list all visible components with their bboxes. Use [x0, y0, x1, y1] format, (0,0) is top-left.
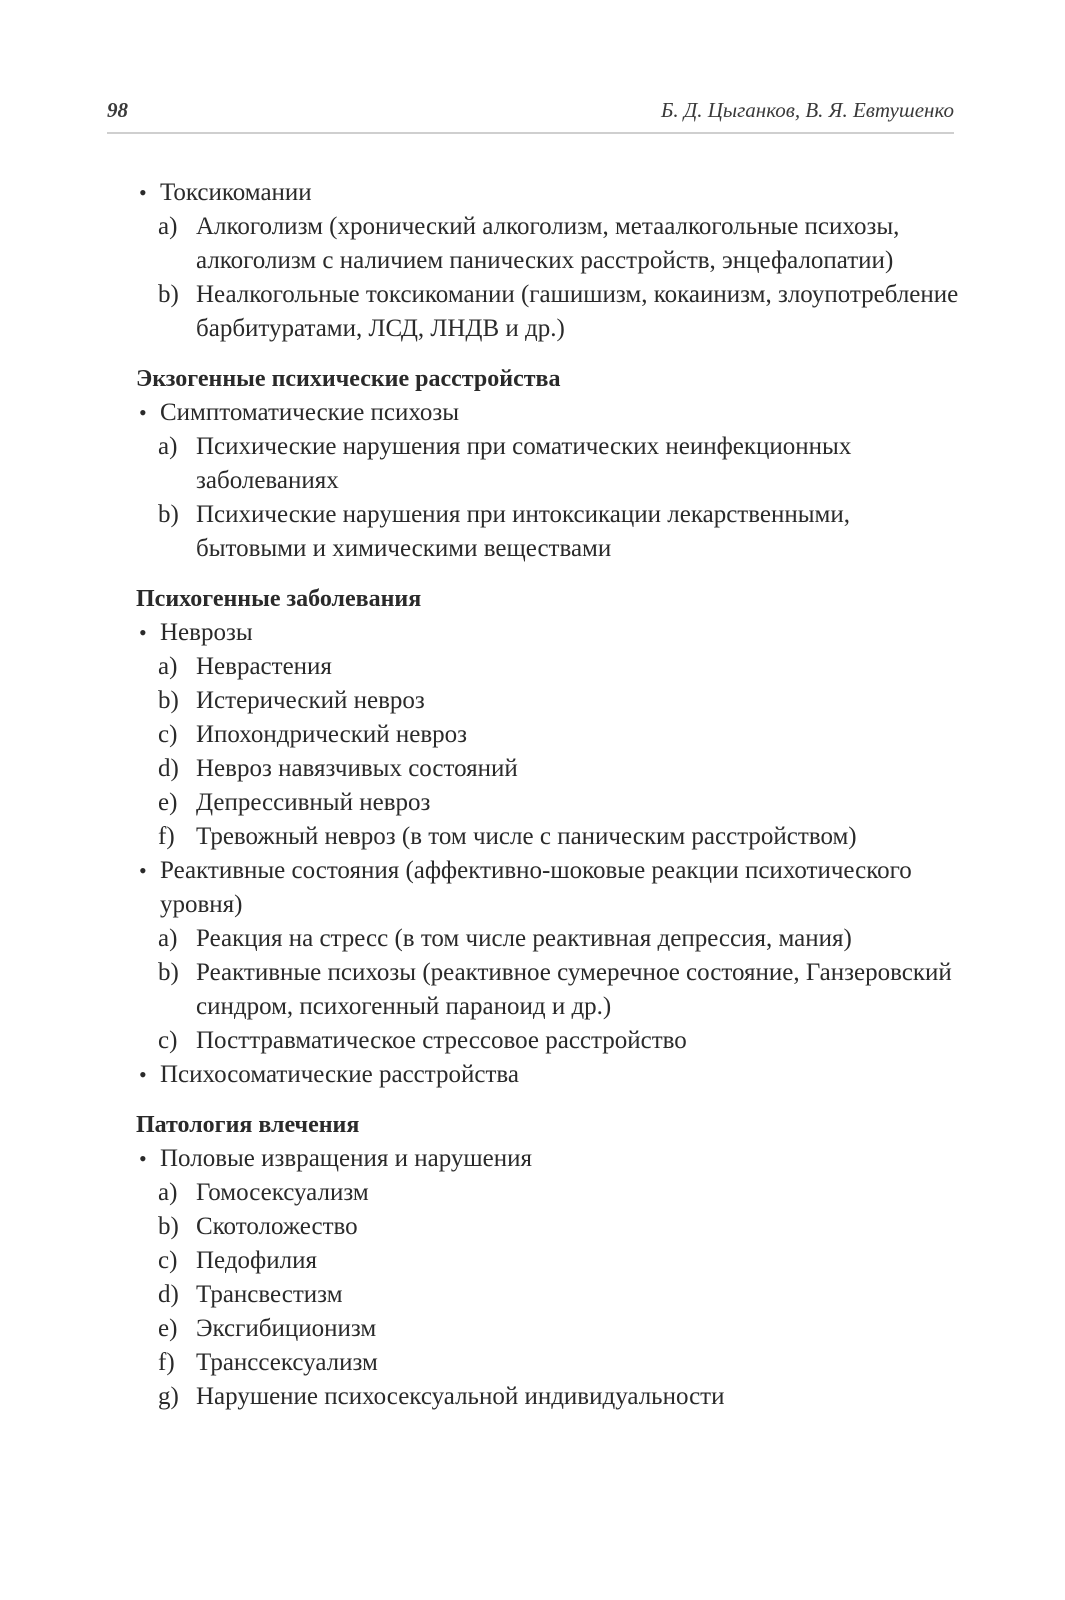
sub-item-text: Реактивные психозы (реактивное сумеречное состояние, Ганзеровский синдром, психогенный параноид и др.) — [196, 959, 952, 1020]
section — [136, 1108, 966, 1414]
sub-item-text: Педофилия — [196, 1247, 317, 1274]
section — [136, 582, 966, 1092]
bullet-icon: • — [139, 858, 147, 883]
sub-item-marker: b) — [158, 687, 179, 714]
bullet-icon: • — [139, 1062, 147, 1087]
bullet-item — [136, 176, 966, 210]
section-heading: Патология влечения — [136, 1112, 360, 1138]
page-number: 98 — [107, 98, 128, 122]
sub-item-text: Эксгибиционизм — [196, 1315, 377, 1342]
bullet-text: Неврозы — [160, 619, 253, 646]
sub-item-text: Трансвестизм — [196, 1281, 343, 1308]
sub-item — [136, 1244, 966, 1278]
sub-item-marker: a) — [158, 433, 178, 460]
sub-item-text: Реакция на стресс (в том числе реактивная депрессия, мания) — [196, 925, 852, 952]
bullet-text: Симптоматические психозы — [160, 399, 460, 426]
sub-item — [136, 1024, 966, 1058]
sub-item-text: Транссексуализм — [196, 1349, 378, 1376]
section — [136, 176, 966, 346]
bullet-text: Половые извращения и нарушения — [160, 1145, 533, 1172]
sub-item-text: Ипохондрический невроз — [196, 721, 468, 748]
sub-item-text: Тревожный невроз (в том числе с паническим расстройством) — [196, 823, 857, 850]
sub-item-marker: a) — [158, 925, 178, 952]
sub-item-marker: c) — [158, 1027, 178, 1054]
sub-item — [136, 1176, 966, 1210]
running-header-authors: Б. Д. Цыганков, В. Я. Евтушенко — [660, 98, 954, 122]
bullet-item — [136, 1058, 966, 1092]
sub-item — [136, 752, 966, 786]
bullet-text: Психосоматические расстройства — [160, 1061, 519, 1088]
bullet-icon: • — [139, 180, 147, 205]
page-content — [136, 176, 966, 1430]
sub-item-marker: e) — [158, 789, 178, 816]
bullet-text: Реактивные состояния (аффективно-шоковые реакции психотического уровня) — [160, 857, 912, 918]
sub-item — [136, 210, 966, 278]
sub-item-marker: e) — [158, 1315, 178, 1342]
sub-item — [136, 1312, 966, 1346]
sub-item — [136, 1210, 966, 1244]
sub-item-marker: b) — [158, 281, 179, 308]
section — [136, 362, 966, 566]
sub-item — [136, 430, 966, 498]
sub-item — [136, 1278, 966, 1312]
sub-item-marker: c) — [158, 1247, 178, 1274]
sub-item — [136, 1346, 966, 1380]
section-heading: Экзогенные психические расстройства — [136, 366, 561, 392]
sub-item — [136, 650, 966, 684]
sub-item — [136, 718, 966, 752]
sub-item-text: Невроз навязчивых состояний — [196, 755, 518, 782]
bullet-item — [136, 616, 966, 650]
sub-item-text: Алкоголизм (хронический алкоголизм, метаалкогольные психозы, алкоголизм с наличием панических расстройств, энцефалопатии) — [196, 213, 900, 274]
sub-item-text: Неалкогольные токсикомании (гашишизм, кокаинизм, злоупотребление барбитуратами, ЛСД, ЛНДВ и др.) — [196, 281, 959, 342]
sub-item-marker: b) — [158, 959, 179, 986]
sub-item — [136, 1380, 966, 1414]
sub-item — [136, 922, 966, 956]
sub-item-marker: a) — [158, 213, 178, 240]
running-header — [107, 96, 954, 134]
bullet-item — [136, 854, 966, 922]
bullet-icon: • — [139, 400, 147, 425]
sub-item-text: Психические нарушения при соматических неинфекционных заболеваниях — [196, 433, 852, 494]
sub-item-marker: a) — [158, 1179, 178, 1206]
sub-item-text: Гомосексуализм — [196, 1179, 369, 1206]
bullet-icon: • — [139, 620, 147, 645]
bullet-item — [136, 1142, 966, 1176]
sub-item-text: Истерический невроз — [196, 687, 425, 714]
sub-item — [136, 498, 966, 566]
sub-item — [136, 956, 966, 1024]
sub-item-text: Скотоложество — [196, 1213, 358, 1240]
sub-item — [136, 786, 966, 820]
sub-item-marker: f) — [158, 1349, 175, 1376]
sub-item-marker: d) — [158, 1281, 179, 1308]
sub-item — [136, 278, 966, 346]
sub-item-marker: d) — [158, 755, 179, 782]
bullet-item — [136, 396, 966, 430]
sub-item — [136, 684, 966, 718]
sub-item-text: Психические нарушения при интоксикации лекарственными, бытовыми и химическими веществами — [196, 501, 850, 562]
sub-item-text: Нарушение психосексуальной индивидуальности — [196, 1383, 725, 1410]
sub-item-text: Депрессивный невроз — [196, 789, 431, 816]
sub-item-text: Посттравматическое стрессовое расстройство — [196, 1027, 687, 1054]
sub-item-marker: c) — [158, 721, 178, 748]
sub-item-marker: a) — [158, 653, 178, 680]
sub-item-marker: g) — [158, 1383, 179, 1410]
sub-item-text: Неврастения — [196, 653, 332, 680]
sub-item-marker: b) — [158, 1213, 179, 1240]
bullet-text: Токсикомании — [160, 179, 312, 206]
bullet-icon: • — [139, 1146, 147, 1171]
sub-item-marker: f) — [158, 823, 175, 850]
sub-item — [136, 820, 966, 854]
section-heading: Психогенные заболевания — [136, 586, 422, 612]
sub-item-marker: b) — [158, 501, 179, 528]
